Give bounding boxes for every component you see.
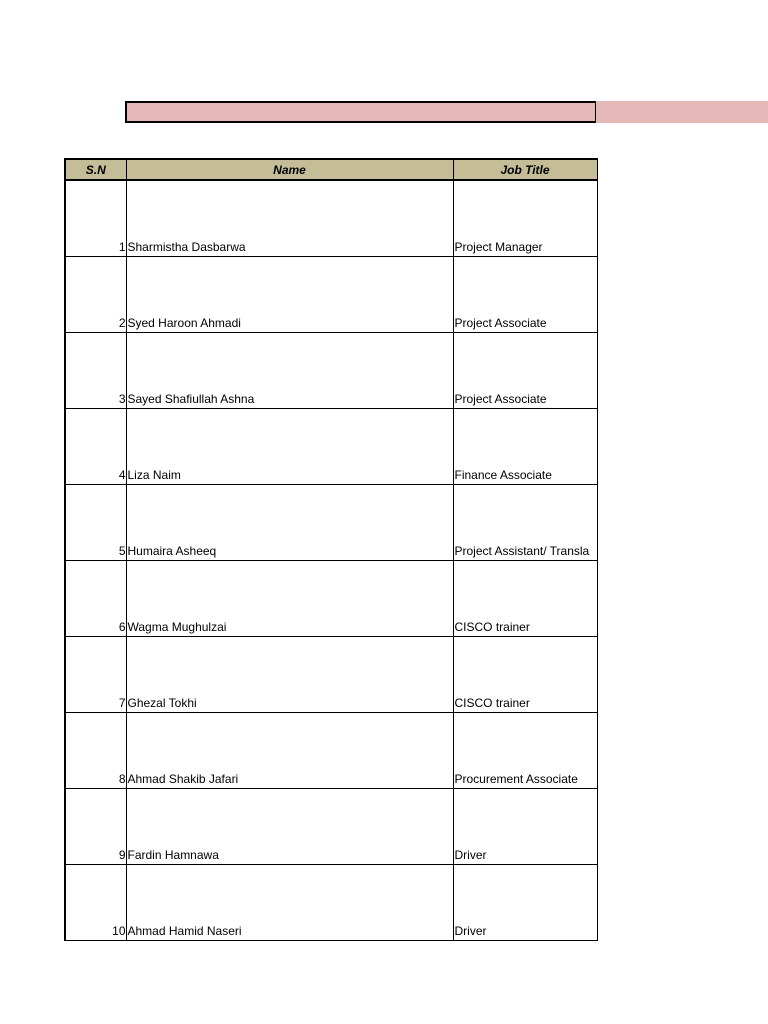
cell-job-title[interactable]: Finance Associate <box>453 409 597 485</box>
table-row <box>65 789 597 865</box>
cell-job-title[interactable]: Project Associate <box>453 333 597 409</box>
cell-sn[interactable]: 2 <box>65 257 126 333</box>
table-row <box>65 561 597 637</box>
cell-job-title[interactable]: Project Associate <box>453 257 597 333</box>
cell-sn[interactable]: 1 <box>65 180 126 257</box>
header-sn[interactable]: S.N <box>65 159 126 180</box>
table-row <box>65 409 597 485</box>
cell-name[interactable]: Liza Naim <box>126 409 453 485</box>
cell-name[interactable]: Sharmistha Dasbarwa <box>126 180 453 257</box>
cell-name[interactable]: Ahmad Shakib Jafari <box>126 713 453 789</box>
cell-sn[interactable]: 9 <box>65 789 126 865</box>
table-row <box>65 485 597 561</box>
cell-sn[interactable]: 10 <box>65 865 126 941</box>
header-name[interactable]: Name <box>126 159 453 180</box>
cell-job-title[interactable]: Project Assistant/ Transla <box>453 485 597 561</box>
header-job-title[interactable]: Job Title <box>453 159 597 180</box>
cell-job-title[interactable]: Procurement Associate <box>453 713 597 789</box>
cell-job-title[interactable]: Driver <box>453 789 597 865</box>
cell-job-title[interactable]: CISCO trainer <box>453 561 597 637</box>
cell-sn[interactable]: 4 <box>65 409 126 485</box>
table-row <box>65 713 597 789</box>
title-cell[interactable] <box>125 101 596 123</box>
cell-name[interactable]: Humaira Asheeq <box>126 485 453 561</box>
table-row <box>65 865 597 941</box>
cell-job-title[interactable]: Driver <box>453 865 597 941</box>
cell-sn[interactable]: 8 <box>65 713 126 789</box>
cell-name[interactable]: Ghezal Tokhi <box>126 637 453 713</box>
table-row <box>65 257 597 333</box>
cell-sn[interactable]: 6 <box>65 561 126 637</box>
table-row <box>65 637 597 713</box>
cell-name[interactable]: Wagma Mughulzai <box>126 561 453 637</box>
staff-table <box>64 158 598 941</box>
cell-job-title[interactable]: CISCO trainer <box>453 637 597 713</box>
cell-name[interactable]: Fardin Hamnawa <box>126 789 453 865</box>
cell-sn[interactable]: 5 <box>65 485 126 561</box>
cell-name[interactable]: Ahmad Hamid Naseri <box>126 865 453 941</box>
cell-name[interactable]: Sayed Shafiullah Ashna <box>126 333 453 409</box>
table-row <box>65 333 597 409</box>
cell-sn[interactable]: 3 <box>65 333 126 409</box>
cell-name[interactable]: Syed Haroon Ahmadi <box>126 257 453 333</box>
header-row <box>65 159 597 180</box>
table-row <box>65 180 597 257</box>
cell-job-title[interactable]: Project Manager <box>453 180 597 257</box>
cell-sn[interactable]: 7 <box>65 637 126 713</box>
